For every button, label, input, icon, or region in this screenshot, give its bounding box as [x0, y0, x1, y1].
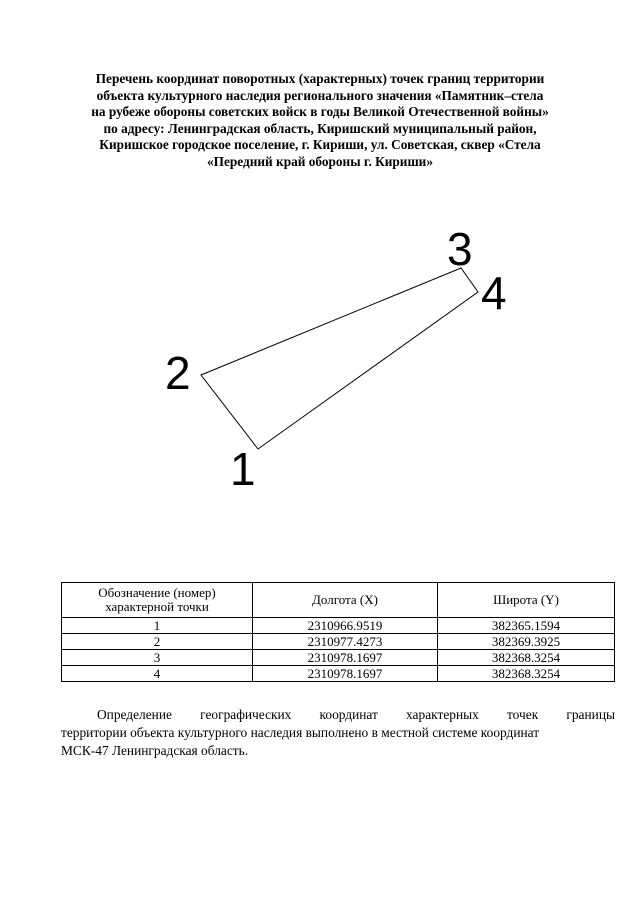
note-paragraph	[61, 706, 615, 760]
coordinates-table	[61, 582, 615, 682]
cell-point: 4	[62, 666, 253, 682]
table-row	[62, 634, 615, 650]
table-row	[62, 666, 615, 682]
title-line: «Передний край обороны г. Кириши»	[206, 153, 433, 169]
column-header-longitude: Долгота (X)	[253, 583, 438, 618]
note-line: территории объекта культурного наследия выполнено в местной системе координат	[61, 725, 540, 740]
title-line: по адресу: Ленинградская область, Киришский муниципальный район,	[103, 120, 537, 136]
cell-point: 2	[62, 634, 253, 650]
cell-latitude: 382365.1594	[438, 618, 615, 634]
table-row	[62, 650, 615, 666]
title-line: Перечень координат поворотных (характерных) точек границ территории	[95, 71, 545, 86]
cell-latitude: 382369.3925	[438, 634, 615, 650]
point-label-2: 2	[165, 347, 191, 399]
cell-latitude: 382368.3254	[438, 650, 615, 666]
cell-latitude: 382368.3254	[438, 666, 615, 682]
cell-point: 3	[62, 650, 253, 666]
title-line: на рубеже обороны советских войск в годы Великой Отечественной войны»	[91, 104, 549, 120]
title-line: объекта культурного наследия регионального значения «Памятник–стела	[96, 87, 544, 103]
column-header-latitude: Широта (Y)	[438, 583, 615, 618]
note-line: МСК-47 Ленинградская область.	[61, 743, 249, 758]
cell-point: 1	[62, 618, 253, 634]
cell-longitude: 2310977.4273	[253, 634, 438, 650]
cell-longitude: 2310978.1697	[253, 666, 438, 682]
point-label-4: 4	[481, 267, 507, 319]
table-row	[62, 618, 615, 634]
boundary-polygon	[201, 268, 478, 449]
point-label-3: 3	[447, 223, 473, 275]
column-header-point: Обозначение (номер) характерной точки	[62, 583, 253, 618]
note-line: Определение географических координат характерных точек границы	[97, 707, 615, 722]
point-label-1: 1	[230, 443, 256, 495]
table-header-row	[62, 583, 615, 618]
title-line: Киришское городское поселение, г. Кириши, ул. Советская, сквер «Стела	[99, 137, 541, 153]
cell-longitude: 2310978.1697	[253, 650, 438, 666]
cell-longitude: 2310966.9519	[253, 618, 438, 634]
